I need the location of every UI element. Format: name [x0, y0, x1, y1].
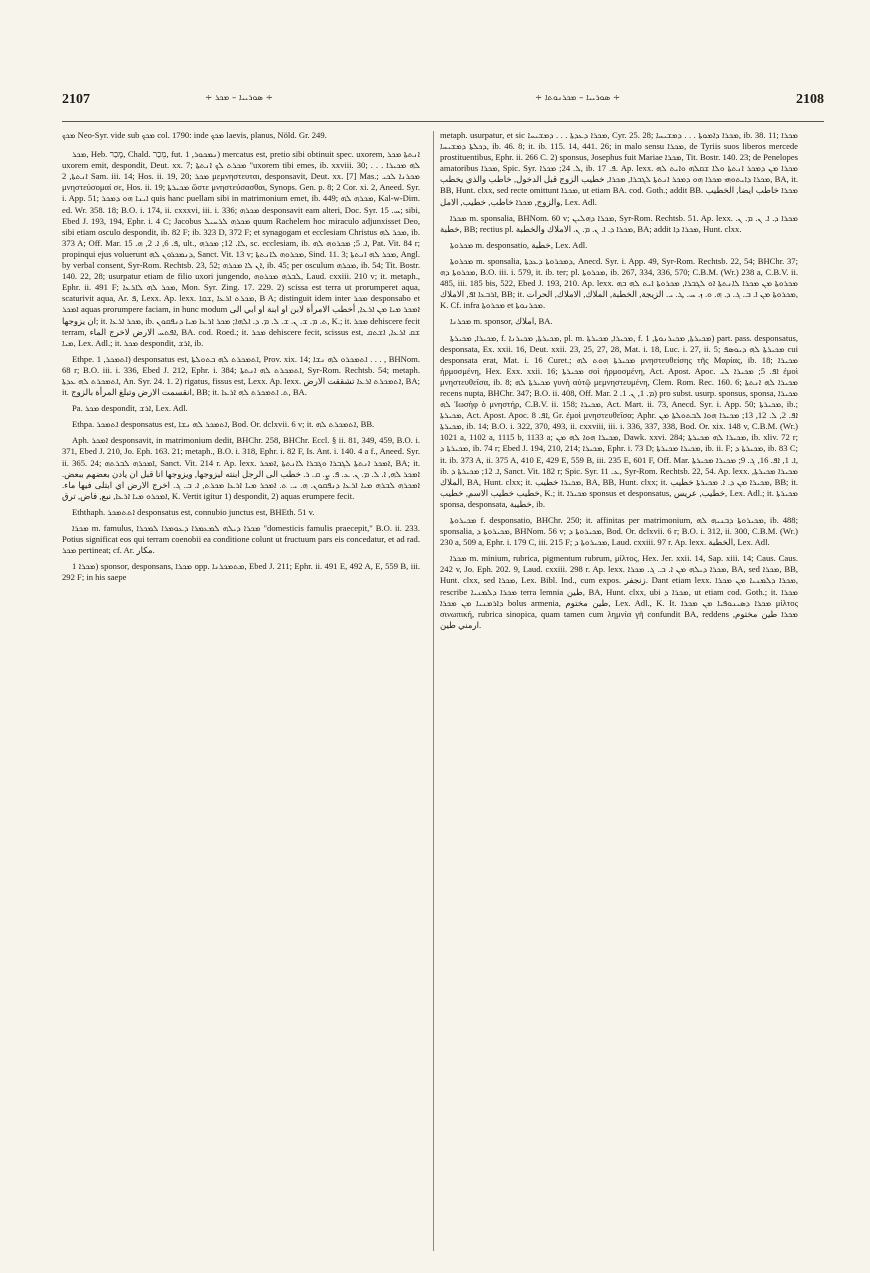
- entry-eththaph: Eththaph. ܐܬܬܡܟܪ desponsatus est, connubio junctus est, BHEth. 51 v.: [72, 506, 315, 517]
- entry-makak-neosyr: ܡܟܟ Neo-Syr. vide sub ܡܟܟ col. 1790: inde ܡܟܟ laevis, planus, Nöld. Gr. 249.: [62, 130, 327, 140]
- right-running-head: ∻ ܣܘܪܝܝܐ – ܡܟܪܢܘܬܐ ∻: [535, 93, 621, 103]
- entry-aph: Aph. ܐܡܟܪ desponsavit, in matrimonium dedit, BHChr. 258, BHChr. Eccl. § ii. 81, 349, 459, B.O. i. 371, Ebed J. 210, Jo. Eph. 163. 21; metaph., B.O. i. 318, Ephr. i. 82 F, Is. Ant. i. 140. 4 a f., Aneed. Syr. ii. 365. 24; ܐܡܟܪܗ ܠܒܪܬܗ, Sanct. Vit. 214 r. Ap. lexx. ܐܡܟܪ ܐܢܬܬܐ ܠܓܒܪܐ ܘܓܒܪܐ ܠܐܢܬܬܐ ,ܐܡܟܪ, BA; it. ܐܡܟܪ ܠܗ, ܐ. ܠ. ܡ. ܢ. ܥ. ܦ. ܨ. ܩ. ܪ. خطب الى الرجل ابنته ليزوجها, ويزوجها انا قبل ان يادن بعضهم ببعض. ܐܡܟܪܗ ܠܒܪܗ ܡܝܐ ܐܪܥܐ ܕܢܦܩܘܢ. ܗ. ܝ. ܬ. ܐܡܟܪ ܡܝܐ ܐܪܥܐ ܡܟܪܬ, ܐ. ܒ. ܓ. اخرج الارض اي ابتلى فيها ماء. ܐܡܟܪܘ ܡܝܐ ܐܪܥܐ, نبع, فاض, ترق, K. Vertit igitur 1) despondit, 2) aquas erumpere fecit.: [62, 435, 420, 501]
- right-column: [440, 130, 798, 636]
- entry-makira: ܡܟܝܪܐ, ܡܟܝܪܬܐ, f. ܡܟܝܪܬܐ, ܡܟܝܪܢܐ, pl. m. ܡܟܝܪܐ, ܡܟܝܪܬܐ, f. ܡܟܝܪܬܐ, ܡܟܝܪܢܘܬܐ, 1) part. pass. desponsatus, desponsata, Ex. xxii. 16, Deut. xxii. 23, 25, 27, 28, Mat. i. 18, Luc. i. 27, ii. 5; ܡܟܝܪܬܐ ܠܗ ܕܝܘܣܦ cui desponsata erat, Mat. i. 16 Curet.; ܡܟܝܪܬܐ ܗܘܬ ܠܗ μνηστευθείσης τῆς Μαρίας, ib. 18; ܡܟܝܪܐ ἡρμοσμένη, Hex. Exx. xxii. 16; ܡܟܝܪܬܐ σοὶ ἡρμοσμένη, Act. Apost. Apoc. ܐܦ. 5; ܡܟܝܪܐ ܠܝ ἐμοὶ μνηστευθεῖσα, ib. 8; ܡܟܝܪܬܐ ܠܗ γυνὴ αὐτῷ μεμνηστευμένη, Clem. Rom. Rec. 160. 6; ܡܟܝܪܐ ܠܗ ܐܢܬܬܐ recens nupta, BHChr. 347; B.O. ii. 408, Off. Mar. ܡ. 1, ܢ. 1. 2) pro subst. usurp. sponsus, sponsa, ܡܟܝܪܐ ܠܗ Ἰωσὴφ ὁ μνηστήρ, C.B.V. ii. 158; ܡܟܝܪܐ, Act. Mart. ii. 73, Anecd. Syr. i. App. 50; ܡܟܝܪܬܐ, ib.; ܡܟܝܪܬܐ, Act. Apost. Apoc. ܐܦ. 8, Gr. ἐμοὶ μνηστευθεῖσα; Aphr. ܐܦ. 2, ܠ. 12, 13; ܡܟܝܪܐ ܗܘܐ ܠܒܬܘܠܬܐ ܡܢ ܡܟܝܪܬܐ, ib. 14; B.O. i. 322, 370, 493, ii. cxxviii, iii. i. 336, 337, 338, Bod. Or. xix. 148 v, C.B.M. (Wr.) 1021 a, 1102 a, 1115 b, 1133 a; ܡܟܝܪܐ ܗܘܐ ܠܗ ܡܢ, Dawk. xxvi. 284; ܡܟܝܪܐ ܠܗ ܡܟܝܪܬܐ, ib. xliv. 72 r; ܡܟܝܪܬܐ ܕ, ib. 74 r; Ebed J. 194, 210, 214; ܡܟܝܪܐ, Ephr. i. 73 D; ܡܟܝܪܐ ܡܟܝܪܬܐ, ib. ii. F; ܡܟܝܪܬܐ ܕ, ib. 83 C; it. ib. 373 A, ii. 375 A, 410 E, 429 E, 559 B, iii. 235 E, 601 F, Off. Mar. ܐ. 1, ܐܦ. 16, ܓ. 9; ܡܟܝܪܐ ܡܟܝܪܬܐ, ib. ܐ. 12; ܡܟܝܪܬܐ ܕ, Sanct. Vit. 182 r; Spic. Syr. ܥ. 11, Syr-Rom. Rechtsb. 22, 54. Ap. lexx. ܡܟܝܪܐ ܡܟܝܪܬܐ, الملاك, BA, Hunt. clxx; it. ܡܟܝܪܐ خطيب, BA, BB, Hunt. clxx; it. ܡܟܝܪܐ ܡܢ ܕ. ܐ. ܡܟܝܪܬܐ خطيب, BB; it. خطيب خطيب الاسم, خطيب, K.; it. ܡܟܝܪܐ sponsus et desponsatus, خطيب, عريس, Lex. Adl.; it. ܡܟܝܪܬܐ sponsa, desponsata, خطيبة, ib.: [440, 332, 799, 509]
- entry-sponsalia: ܡܟܪܐ m. sponsalia, BHNom. 60 v; ܡܟܪܐ ܕܗܠܝܢ, Syr-Rom. Rechtsb. 51. Ap. lexx. ܡܟܪܐ ܕ. ܐ. ܢ. ܡ. ܢ. خطبة, BB; rectius pl. ܡܟܪܐ ܕ. ܐ. ܢ. ܡ. ܢ. الاملاك والخطبة, BA; addit ܡܟܪܐ ܕܐ, Hunt. clxx.: [440, 212, 798, 234]
- page-header: [0, 92, 870, 116]
- entry-pa: Pa. ܡܟܪ despondit, ܐܪܫ, Lex. Adl.: [72, 403, 188, 414]
- entry-ethpa: Ethpa. ܐܬܡܟܪ desponsatus est, ܐܬܡܟܪ ܠܗ ܢܫܐ, Bod. Or. dclxvii. 6 v; it. ܐܬܡܟܪܬ ܠܗ, BB.: [72, 419, 375, 430]
- left-page-number: 2107: [62, 92, 90, 107]
- right-page-number: 2108: [796, 92, 824, 107]
- header-rule: [62, 121, 824, 122]
- column-divider: [433, 131, 434, 1251]
- entry-makirutha: ܡܟܝܪܘܬܐ f. desponsatio, BHChr. 250; it. affinitas per matrimonium, ܡܟܝܪܘܬܐ ܕܒܢܝܗ ܠܗ, ib. 488; sponsalia, ܡܟܝܪܘܬܐ ܕ, BHNom. 56 v; ܡܟܝܪܘܬܐ ܕ, Bod. Or. dclxvii. 6 r; B.O. i. 312, ii. 300, C.B.M. (Wr.) 230 a, 509 a, Ephr. i. 179 C, iii. 215 F; ܡܟܝܪܘܬܐ ܕ, Laud. cxxiii. 97 r. Ap. lexx. الخطبة, Lex. Adl.: [440, 515, 799, 548]
- entry-makara-sponsor: ܡܟܪܐ 1) sponsor, desponsans, ܡܟܪܐ opp. ܡܬܡܟܪܢܐ, Ebed J. 211; Ephr. ii. 491 E, 492 A, E, 559 B, iii. 292 F; in his saepe: [62, 561, 421, 583]
- entry-makrutha: ܡܟܪܘܬܐ m. sponsalia, ܕܡܟܪܘܬܐ ܕܥܕܬܐ, Anecd. Syr. i. App. 49, Syr-Rom. Rechtsb. 22, 54; BHChr. 37; ܡܟܪܘܬܐ ܕܗ, B.O. iii. i. 579, it. ib. ter; pl. ܡܟܪܘܬܐ, ib. 267, 334, 336, 570; C.B.M. (Wr.) 238 a, C.B.V. ii. 485, iii. 185 bis, 522, Ebed J. 193, 210. Ap. lexx. ܡܟܪܘܬܐ ܡܢ ܡܟܪܐ ܠܐܢܬܬܐ ܐܘ ܠܓܒܪܐ, ܡܟܪܘܬܐ ܐܝܬ ܠܗ ܒܗ ܐܪܒܥܐ ܐܦ, الاملاك, BB; it. ܡܟܪܘܬܐ ܡܢ ܐ. ܒ. ܓ. ܕ. ܗ. ܘ. ܙ. ܚ. ܛ. ܝ. الزيجة, الخطبة, الملاك, الاملاك, الحرات, K. Cf. infra ܡܟܪܘܬܐ et ܡܟܪܢܘܬܐ.: [440, 255, 798, 311]
- entry-minium: ܡܟܪܐ m. minium, rubrica, pigmentum rubrum, μίλτος, Hex. Jer. xxii. 14, Sap. xiii. 14; Caus. Caus. 242 v, Jo. Eph. 202. 9, Laud. cxxiii. 298 r. Ap. lexx. ܡܟܪܐ ܕܝܠܗ ܡܢ ܐ. ܒ. ܓ. ܡܟܪܐ, BA, sed ܡܟܪܐ, BB, Hunt. clxx, sed ܡܟܪܐ, Lex. Bibl. Ind., cum expos. زنجفر. Dant etiam lexx. ܡܟܪܐ ܕܠܡܢܝܐ ܡܢ ܡܟܪܐ, rescribe ܡܟܪܐ ܕܠܡܢܝܐ terra lemnia طين, BA, Hunt. clxx, ubi ܡܟܪܐ ܕ, ut etiam cod. Goth.; it. ܡܟܪܐ ܕܐܪܡܢܝܐ ܡܢ ܡܟܪܐ bolus armenia, طين مختوم, Lex. Adl., K. It. ܡܟܪܐ ܕܣܝܢܘܦܝܐ ܡܢ ܡܟܪܐ μίλτος σινωπική, rubrica sinopica, quam tamen cum λημνία γῆ confundit BA, reddens ܡܟܪܐ طين مختوم, ارمني طين.: [440, 553, 799, 630]
- entry-makrana: ܡܟܪܢܐ m. sponsor, املاك, BA.: [450, 316, 553, 327]
- entry-makara-famulus: ܡܟܪܐ m. famulus, ܡܟܪܐ ܕܝܠܗ ܠܡܥܡܪܐ ܕܥܘܡܪܐ ܠܡܟܪܐ "domesticis famulis praecepit," B.O. ii. 233. Potius significat eos qui terram coenobii ea conditione colunt ut fructuum pars eis concedatur, et ad rad. ܡܟܪ pertineat; cf. Ar. مكار.: [62, 523, 420, 556]
- entry-sponsor-continued: metaph. usurpatur, et sic ܡܟܪܐ ܕܥܕܬܐ . . . ܕܡܫܝܚܐ, Cyr. 25. 28; ܡܟܪܐ ܕܐܡܘܬܐ . . . ܕܡܫܝܚܐ, ib. 38. 11; ܡܟܪܐ ܕܟܠܬܐ ܕܡܫܝܚܐ, ib. 46. 8; it. ib. 115. 14, 441. 26; in malo sensu ܡܟܪܐ, de Tyriis suos liberos mercede prostituentibus, Ephr. ii. 266 C. 2) sponsus, Josephus fuit Mariae ܡܟܪܐ, Tit. Bostr. 140. 23; de Penelopes amatoribus ܡܟܪܐ, Spic. Syr. ܠ. 24; ܡܟܪܐ, ib. ܦ. 17. Ap. lexx. ܡܟܪܐ ܡܢ ܕܡܟܪ ܐܢܬܬܐ ܘܠܐ ܫܩܠܗ ܘܐܝܬ ܠܗ ܡܟܪܐ ܕܐܝܬܘܗܝ ܡܟܪܐ ܗܘ ܕܡܟܪ ܐܢܬܬܐ ܠܓܒܪܐ, ܡܟܪܐ, خطيب الزوج قبل الدخول, خاطب والذي يخطب, BA, it. BB, Hunt. clxx, sed recte omittunt ܡܟܪܐ, ut etiam BA. cod. Goth.; addit BB. ܡܟܪܐ خاطب ايضا, الخطيب والزوج, ܡܟܪܐ خاطب, خطيب, الامل, Lex. Adl.: [440, 130, 799, 207]
- entry-makar-verb: ܡܟܪ, Heb. מָכַר, Chald. מְכַר, fut. ܢܡܟܘܪ, 1) mercatus est, pretio sibi obtinuit spec. uxorem, ܐܢܬܬܐ ܡܟܪ uxorem emit, despondit, Deut. xx. 7; ܡܟܪܬ ܠܟ ܐܢܬܬܐ "uxorem tibi emes, ib. xxviii. 30; ܠܗ ܡܟܝܪܐ . . . ܐܢܬܬܐ, 2 Sam. iii. 14; Hos. ii. 19, 20; ܡܟܪ μεμνηστευται, desponsavit, Deut. xx. [7] Mas.; ܡܟܪܢܐ ܠܟܝ μνηστεύσομαί σε, Hos. ii. 19; ܡܟܝܪܬܐ ὥστε μνηστεύσασθαι, Synops. Gen. p. 8; 2 Cor. xi. 2, Aneed. Syr. i. App. 51; ܐܝܢܐ ܗܘ ܕܡܟܪ quis hanc puellam sibi in matrimonium emet, ib. 449; ܡܟܪܗ ܠܗ, Kal-w-Dim. ed. Wr. 358. 18; B.O. i. 174, ii. cxxxvi, iii. i. 336; ܡܟܪܗ desponsavit eam alteri, Doc. Syr. ܚ. 15; sibi, Ebed J. 193, 194, Ephr. i. 4 C; Jacobus ܡܟܪܗ ܠܪܚܝܠ quum Rachelem hoc miraculo adjunxisset Deo, sibi etiam osculo despondit, ib. 82 F; ib. 323 D, 372 F; et synagogam et ecclesiam Christus ܡܟܪ ܠܗ, ib. 373 A; Off. Mar. ܦ. 6, ܐ. 2, ܗ. 15, ult., ܠܐ. 12; ܡܟܪܗ, sc. ecclesiam, ib. ܐ. 5; ܡܟܪܘܗ ܠܗ, Pat. Vit. 84 r; propinqui ejus voluerunt ܕܢܡܟܪܘܢ ܠܗ, Sanct. Vit. 13 v; ܡܟܪܘܗ ܠܐܢܬܬܐ, Sind. 11. 3; ܡܟܪ ܠܗ ܐܢܬܬܐ, Angl. by verbal consent, Syr-Rom. Rechtsb. 23, 52; ܐܢ ܠܐ ܡܟܪܗ, ib. 45; per osculum ܡܟܪܗ, ib. 54; Tit. Bostr. 140. 22, 28; usurpatur etiam de filio uxori jungendo, ܠܒܪܗ ܡܟܪܘܗ, Laud. cxxiii. 210 v; it. metaph., Ephr. ii. 491 F; ܡܟܪ ܠܗ ܠܐܪܥܐ, Mon. Syr. Zing. 17. 229. 2) scissa est terra ut prorumperet aqua, scaturivit aqua, Ar. ܦ, Lexx. Ap. lexx. ܡܟܪܬ ܐܪܥܐ ,ܫܩܐ, B A; distinguit idem inter ܡܟܪ desponsabo et ܐܡܟܪ aquas prorumpere faciam, in hunc modum ܐܡܟܪ ܡܝܐ ܡܢ ܐܪܥܐ, أخطب الامرأة لابن او ابنة او ابي الى ان يزوجها; it. ܡܟܪ ܐܪܥܐ, ib. ܬ. ܡ. ܫ. ܢ. ܫ. ܠ. ܡ. ܕ. ܐܠܗܐ; ܡܟܪ ܐܪܥܐ ܡܝܐ ܕܢܦܩܘܢ, K.; it. ܡܟܪ dehiscere fecit terram, ܐܦܬܚ الارض لاخرج الماء, BA. cod. Roed.; it. ܡܟܪ dehiscere fecit, scissus est, ܫܩ ܐܪܥܐ, ܐܫܬܩ ܡܝܐ, Lex. Adl.; it. ܡܟܪ despondit, ܐܪܫ, ib.: [62, 149, 421, 348]
- left-running-head: ∻ ܣܘܪܝܝܐ – ܡܟܪ ∻: [205, 93, 273, 103]
- entry-ethpe: Ethpe. ܐܬܡܟܪ, 1) desponsatus est, ܐܬܡܟܪܬ ܠܗ ܒܬܘܠܬܐ, Prov. xix. 14; ܐܬܡܟܪܘ ܠܗ ܢܫܐ . . . , BHNom. 68 r; B.O. iii. i. 336, Ebed J. 212, Ephr. i. 384; ܐܬܡܟܪܬ ܠܗ ܐܢܬܬܐ, Syr-Rom. Rechtsb. 54; metaph. ܐܬܡܟܪܬ ܠܗ ܥܕܬܐ, An. Syr. 24. 1. 2) rigatus, fissus est, Lexx. Ap. lexx. ܐܬܡܟܪܬ ܐܪܥܐ تشققت الارض, BA; it. انقسمت الارض وتبلغ المرأة بالزوج, BB; it. ܬ. ܐܬܡܟܪܬ ܠܗ ܐܪܥܐ, BA.: [62, 353, 420, 398]
- entry-desponsatio: ܡܟܪܘܬܐ m. desponsatio, خطبة, Lex. Adl.: [450, 239, 588, 250]
- left-column: [62, 130, 420, 588]
